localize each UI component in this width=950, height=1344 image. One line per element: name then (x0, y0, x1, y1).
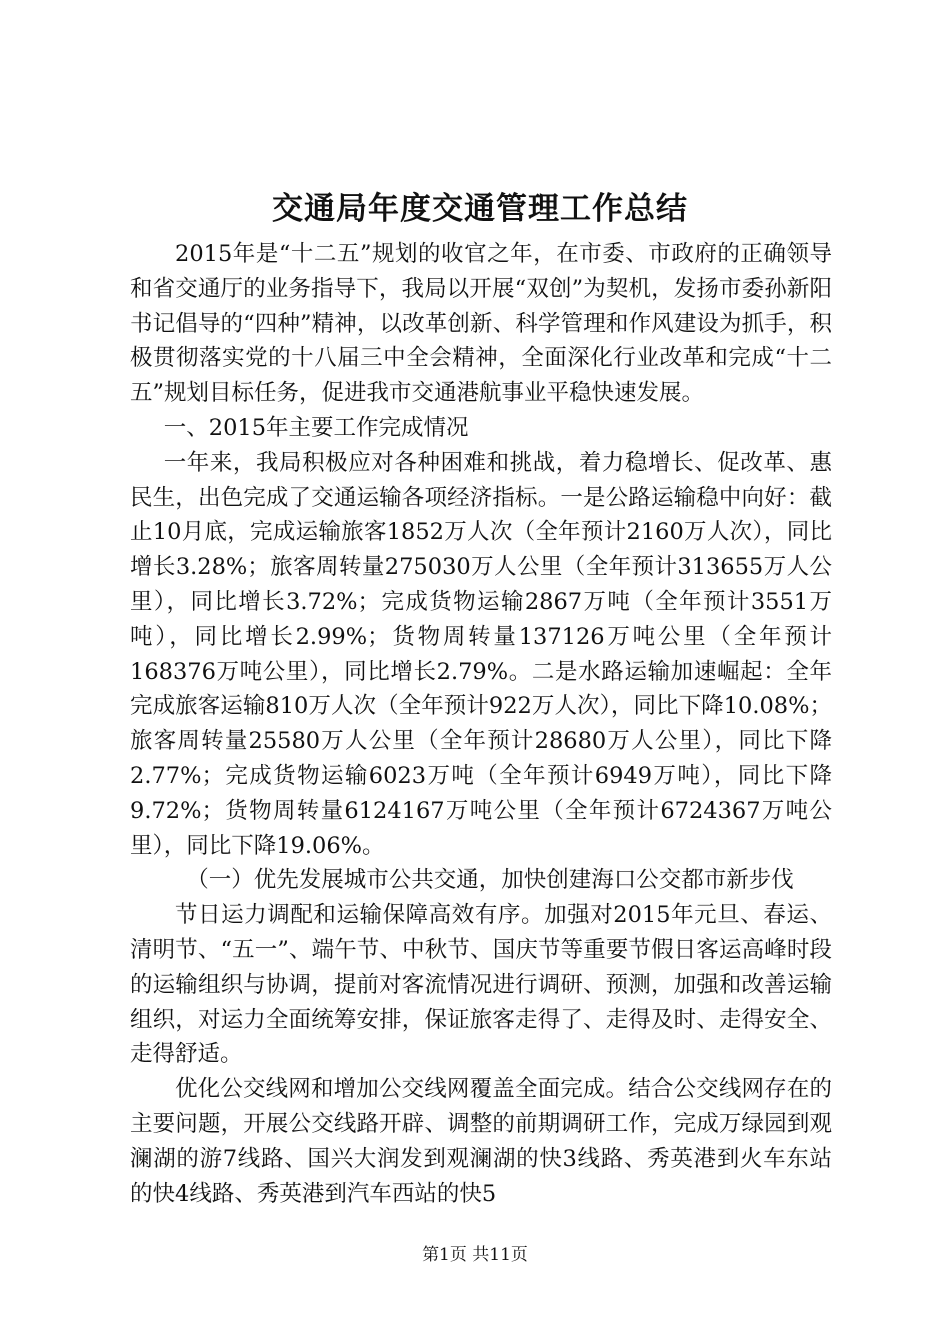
paragraph-bus-network: 优化公交线网和增加公交线网覆盖全面完成。结合公交线网存在的主要问题，开展公交线路开辟、调整的前期调研工作，完成万绿园到观澜湖的游7线路、国兴大润发到观澜湖的快3线路、秀英港到火车东站的快4线路、秀英港到汽车西站的快5 (130, 1076, 832, 1207)
document-title: 交通局年度交通管理工作总结 (272, 191, 688, 227)
page-number: 第1页 共11页 (422, 1245, 528, 1265)
paragraph-holiday-transport: 节日运力调配和运输保障高效有序。加强对2015年元旦、春运、清明节、“五一”、端午节、中秋节、国庆节等重要节假日客运高峰时段的运输组织与协调，提前对客流情况进行调研、预测，加强和改善运输组织，对运力全面统筹安排，保证旅客走得了、走得及时、走得安全、走得舒适。 (130, 902, 832, 1068)
paragraph-intro: 2015年是“十二五”规划的收官之年，在市委、市政府的正确领导和省交通厅的业务指导下，我局以开展“双创”为契机，发扬市委孙新阳书记倡导的“四种”精神，以改革创新、科学管理和作风建设为抓手，积极贯彻落实党的十八届三中全会精神，全面深化行业改革和完成“十二五”规划目标任务，促进我市交通港航事业平稳快速发展。 (130, 241, 832, 407)
document-body (130, 237, 832, 1211)
paragraph-indicators: 一年来，我局积极应对各种困难和挑战，着力稳增长、促改革、惠民生，出色完成了交通运输各项经济指标。一是公路运输稳中向好：截止10月底，完成运输旅客1852万人次（全年预计2160万人次），同比增长3.28%；旅客周转量275030万人公里（全年预计313655万人公里），同比增长3.72%；完成货物运输2867万吨（全年预计3551万吨），同比增长2.99%；货物周转量137126万吨公里（全年预计168376万吨公里），同比增长2.79%。二是水路运输加速崛起：全年完成旅客运输810万人次（全年预计922万人次），同比下降10.08%；旅客周转量25580万人公里（全年预计28680万人公里），同比下降2.77%；完成货物运输6023万吨（全年预计6949万吨），同比下降9.72%；货物周转量6124167万吨公里（全年预计6724367万吨公里），同比下降19.06%。 (130, 449, 832, 859)
section-heading-1: 一、2015年主要工作完成情况 (163, 414, 469, 441)
subsection-heading-1: （一）优先发展城市公共交通，加快创建海口公交都市新步伐 (186, 867, 794, 894)
